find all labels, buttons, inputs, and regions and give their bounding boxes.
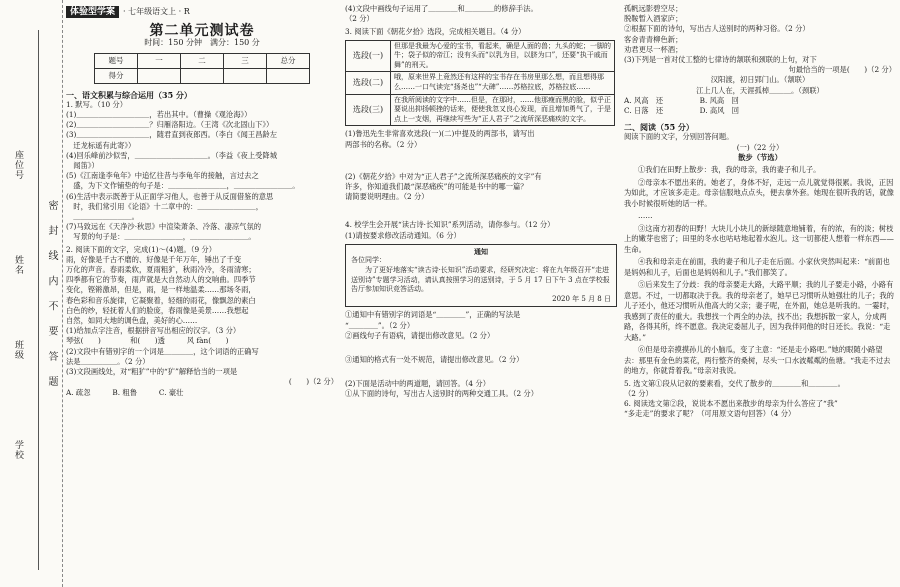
name-label: 姓名 — [13, 255, 23, 275]
essay-paragraph: ②母亲本不愿出来的。她老了，身体不好，走远一点儿就觉得很累。我说，正因为如此，才应该多走走。母亲信服地点点头，便去拿外套。她现在很听我的话，就像我小时候很听她的话一样。 — [624, 177, 894, 208]
passage-line: 万化的声音。春雨柔软，夏雨粗犷，秋雨冷冷，冬雨清寒； — [66, 265, 256, 275]
section-heading: 一、语文积累与综合运用（35 分） — [66, 89, 192, 100]
question-line: (4)文段中画线句子运用了＿＿＿＿和＿＿＿＿的修辞手法。 — [345, 4, 538, 13]
question-line: (2)《朝花夕拾》中对为“正人君子”之流所深恶痛疾的文字”有 — [345, 171, 542, 181]
question-line: (6)生活中表示既善于从正面学习他人，也善于从反面借鉴的意思 — [66, 191, 274, 201]
notice-date: 2020 年 5 月 8 日 — [552, 294, 611, 303]
question-line: (5)《江南逢李龟年》中追忆往昔与李龟年的接触，言过去之 — [66, 171, 259, 181]
score-cell: 一 — [138, 53, 181, 68]
class-label: 班级 — [13, 340, 23, 360]
question-line: ①通知中有错别字的词语是“＿＿＿＿”，正确的写法是 — [345, 310, 521, 320]
answer-space[interactable] — [345, 202, 617, 220]
poem-line: 江上几人在，天涯孤棹＿＿＿。（颈联） — [696, 85, 824, 95]
question-line: (3)下列是一首对仗工整的七律诗的颔联和颈联的上句，对下 — [624, 55, 817, 65]
score-cell: 二 — [181, 53, 224, 68]
notice-greeting: 各位同学： — [351, 256, 386, 265]
passage-line: 白色的纱，轻抚着人们的脸庞，春雨像是美景……我想起 — [66, 305, 249, 315]
question-line: (1)给加点字注音，根据拼音写出相应的汉字。（3 分） — [66, 326, 241, 336]
question-line: 时，我们常引用《论语》十二章中的：＿＿＿＿＿＿＿＿， — [66, 201, 264, 211]
read-intro: 阅读下面的文字，分别回答问题。 — [624, 132, 734, 142]
exam-title: 第二单元测试卷 — [149, 23, 255, 40]
question-line: ③通知的格式有一处不规范，请提出修改意见。（2 分） — [345, 354, 524, 364]
score-cell: 总分 — [267, 53, 310, 68]
question-line: (1)鲁迅先生非常喜欢选段(一)(二)中提及的两部书，请写出 — [345, 129, 535, 139]
question-line: (2)下面是活动中的两道题，请回答。（4 分） — [345, 379, 490, 389]
question: 4. 校学生会开展“读古诗·长知识”系列活动，请你参与。（12 分） — [345, 220, 555, 230]
question-line: 迁龙标遥有此寄》） — [66, 140, 136, 150]
column-1 — [66, 4, 338, 398]
question-line: “＿＿＿＿”。（2 分） — [345, 320, 415, 330]
excerpt-text: 哦，原来世界上竟然还有这样的宝书存在书房里那么想，而且想得那么……一口气读完“扬尧也”“大碑”……苏格拉底，苏格拉底…… — [391, 72, 615, 94]
question: 1. 默写。（10 分） — [66, 99, 128, 109]
question-line: ①从下面的诗句，写出古人送别时的两种交通工具。（2 分） — [345, 389, 539, 399]
question-line: 请简要说明理由。（2 分） — [345, 192, 429, 202]
question-line: 许多，你知道我们最“深恶痛疾”的可能是书中的哪一篇？ — [345, 181, 528, 191]
essay-paragraph: …… — [638, 211, 653, 221]
question-line: “多走走”的要求了呢？（可用原文语句回答）（4 分） — [624, 409, 796, 419]
excerpt-label: 选段(三) — [346, 94, 391, 126]
question-line: 客舍青青柳色新； — [624, 34, 683, 44]
question-line: (1)请按要求修改活动通知。（6 分） — [345, 230, 461, 240]
excerpt-text: 但那是我最为心爱的宝书，看起来，确是人面的兽；九头的蛇；一脚的牛；袋子似的帝江；没有头而“以乳为目，以脐为口”，还要“执干戚而舞”的刑天。 — [391, 40, 615, 72]
question-line: 闻笛》） — [66, 161, 99, 171]
question-line: 孤帆远影碧空尽； — [624, 4, 683, 13]
question: 2. 阅读下面的文字，完成(1)～(4)题。（9 分） — [66, 244, 217, 254]
question-line: (2)＿＿＿＿＿＿＿＿＿＿？归雁洛阳边。（王湾《次北固山下》） — [66, 120, 274, 130]
passage-line: 自然，如同大地的调色盘，美好的心…… — [66, 316, 198, 326]
essay-paragraph: ⑥但是母亲摸摸孙儿的小脑瓜，变了主意：“还是走小路吧。”她的眼随小路望去：那里有金色的菜花，两行整齐的桑树，尽头一口水波粼粼的鱼塘。“我走不过去的地方，你就背着我。”母亲对我说。 — [624, 345, 891, 376]
question-line: 句最恰当的一项是( )（2 分） — [788, 65, 896, 75]
binding-line — [38, 30, 39, 570]
answer-options: A. 风高 还 B. 风高 回 — [624, 95, 739, 105]
answer-options: A. 疏忽 B. 粗鲁 C. 豪壮 — [66, 387, 184, 397]
answer-options: C. 日落 还 D. 高风 回 — [624, 106, 740, 116]
question-line: 写景的句子是：＿＿＿＿＿＿＿＿，＿＿＿＿＿＿＿＿。 — [66, 232, 256, 242]
school-label: 学校 — [13, 440, 23, 460]
question-line: 法是＿＿＿＿＿。（2 分） — [66, 356, 150, 366]
notice-box — [345, 244, 617, 308]
question-line: 两部书的名称。（2 分） — [345, 139, 422, 149]
question-line: 劝君更尽一杯酒； — [624, 44, 683, 54]
score-cell: 题号 — [95, 53, 138, 68]
score-cell: 三 — [224, 53, 267, 68]
question-line: ②画线句子有语病，请提出修改意见。（2 分） — [345, 330, 495, 340]
seat-label: 座位号 — [13, 150, 23, 180]
question-line: (7)马致远在《天净沙·秋思》中渲染萧条、冷落、凄凉气氛的 — [66, 222, 262, 232]
passage-line: 春色彩和音乐旋律，它凝聚着，轻细的雨花，像飘忽的素白 — [66, 295, 256, 305]
column-3 — [624, 4, 896, 419]
score-input[interactable] — [224, 68, 267, 83]
question: 3. 阅读下面《朝花夕拾》选段，完成相关题目。（4 分） — [345, 27, 526, 37]
seal-text: 密 封 线 内 不 要 答 题 — [46, 200, 57, 393]
question-line: (2)文段中有错别字的一个词是＿＿＿＿，这个词语的正确写 — [66, 346, 259, 356]
question-line: (1)＿＿＿＿＿＿＿＿＿＿，若出其中。（曹操《观沧海》） — [66, 110, 252, 120]
essay-paragraph: ①我们在田野上散步：我，我的母亲，我的妻子和儿子。 — [638, 165, 821, 175]
section-heading: 二、阅读（55 分） — [624, 122, 694, 133]
question-line: ②根据下面的诗句，写出古人送别时的两种习俗。（2 分） — [624, 24, 810, 34]
poem-line: 汉阳渡，初日郢门山。（颔联） — [710, 75, 810, 85]
column-2 — [345, 4, 617, 400]
passage-line: 变化，铿锵激昂，但是，雨，是一样地温柔……那场冬雨， — [66, 285, 256, 295]
score-input[interactable] — [181, 68, 224, 83]
exam-subtitle: 时间：150 分钟 满分：150 分 — [144, 38, 260, 48]
score-input[interactable] — [138, 68, 181, 83]
question-line: 盛，为下文作铺垫的句子是：＿＿＿＿＿＿＿＿，＿＿＿＿＿＿＿＿。 — [66, 181, 300, 191]
question-line: 脱鞍暂入酒家庐； — [624, 14, 683, 24]
binding-margin — [0, 0, 63, 587]
question-line: 5. 选文第①段从记叙的要素看，交代了散步的＿＿＿＿和＿＿＿＿。 — [624, 378, 845, 388]
answer-space[interactable] — [345, 150, 617, 172]
question-line: (4)回乐峰前沙似雪，＿＿＿＿＿＿＿＿＿＿。（李益《夜上受降城 — [66, 150, 277, 160]
score-input[interactable] — [267, 68, 310, 83]
excerpt-table — [345, 40, 615, 127]
score-table — [94, 53, 310, 84]
question-line: (3)＿＿＿＿＿＿＿＿＿＿，随君直到夜郎西。（李白《闻王昌龄左 — [66, 130, 277, 140]
answer-space[interactable] — [345, 341, 617, 355]
notice-title: 通知 — [474, 246, 488, 256]
brand-header — [66, 6, 338, 18]
excerpt-text: 在我所阅读的文字中……但是，在那时，……他那瘦而黑的脸，似乎正要说出抑扬顿挫的话来，便使我忽又良心发现，而且增加勇气了，于是点上一支烟，再继续写些为“正人君子”之流所深恶痛疾的文字。 — [391, 94, 615, 126]
score-cell: 得分 — [95, 68, 138, 83]
excerpt-label: 选段(二) — [346, 72, 391, 94]
question-line: （2 分） — [345, 14, 374, 24]
brand-logo: 体验型学案 — [66, 6, 119, 18]
question-line: ＿＿＿＿＿＿＿＿。 — [66, 212, 139, 222]
question-line: 6. 阅读选文第②段，说说本不愿出来散步的母亲为什么答应了“我” — [624, 398, 838, 408]
question-line: (3)文段画线处，对“粗犷”中的“犷”解释恰当的一项是 — [66, 367, 238, 377]
question-line: （2 分） — [624, 388, 653, 398]
part-heading: (一)（22 分） — [736, 142, 784, 152]
essay-paragraph: ④我和母亲走在前面，我的妻子和儿子走在后面。小家伙突然叫起来：“前面也是妈妈和儿子，后面也是妈妈和儿子。”我们都笑了。 — [624, 257, 890, 277]
essay-paragraph: ③这南方初春的田野！大块儿小块儿的新绿随意地铺着，有的浓，有的淡；树枝上的嫩芽也密了；田里的冬水也咕咕地起着水泡儿。这一切都使人想着一样东西——生命。 — [624, 223, 894, 254]
notice-body: 为了更好地落实“读古诗·长知识”活动要求，经研究决定：将在九年级召开“走进送别诗”专题学习活动，请认真按照学习的送别诗，于 5 月 17 日下午 3 点在学校报告厅参加知识竞答活动。 — [351, 265, 610, 294]
passage-line: 雨，好像是千古不磨的、好像是千年万年，锤出了千变 — [66, 254, 242, 264]
question-line: ( )（2 分） — [288, 377, 338, 387]
passage-line: 四季都有它的节奏，雨声就是大自然动人的交响曲。四季节 — [66, 275, 256, 285]
grade-label: · 七年级语文上 · R — [123, 7, 190, 16]
essay-paragraph: ⑤后来发生了分歧：我的母亲要走大路，大路平顺；我的儿子要走小路，小路有意思。不过，一切都取决于我。我的母亲老了，她早已习惯听从她强壮的儿子；我的儿子还小，他还习惯听从他高大的父亲；妻子呢，在外面，她总是听我的。一霎时，我感到了责任的重大。我想找一个两全的办法，找不出；我想拆散一家人，分成两路，各得其所，终不愿意。我决定委屈儿子，因为我伴同他的时日还长。我说：“走大路。” — [624, 280, 894, 342]
answer-space[interactable] — [345, 365, 617, 379]
essay-title: 散步（节选） — [738, 152, 782, 162]
question-line: 琴弦( ) 和( )透 风 fàn( ) — [66, 336, 229, 346]
excerpt-label: 选段(一) — [346, 40, 391, 72]
